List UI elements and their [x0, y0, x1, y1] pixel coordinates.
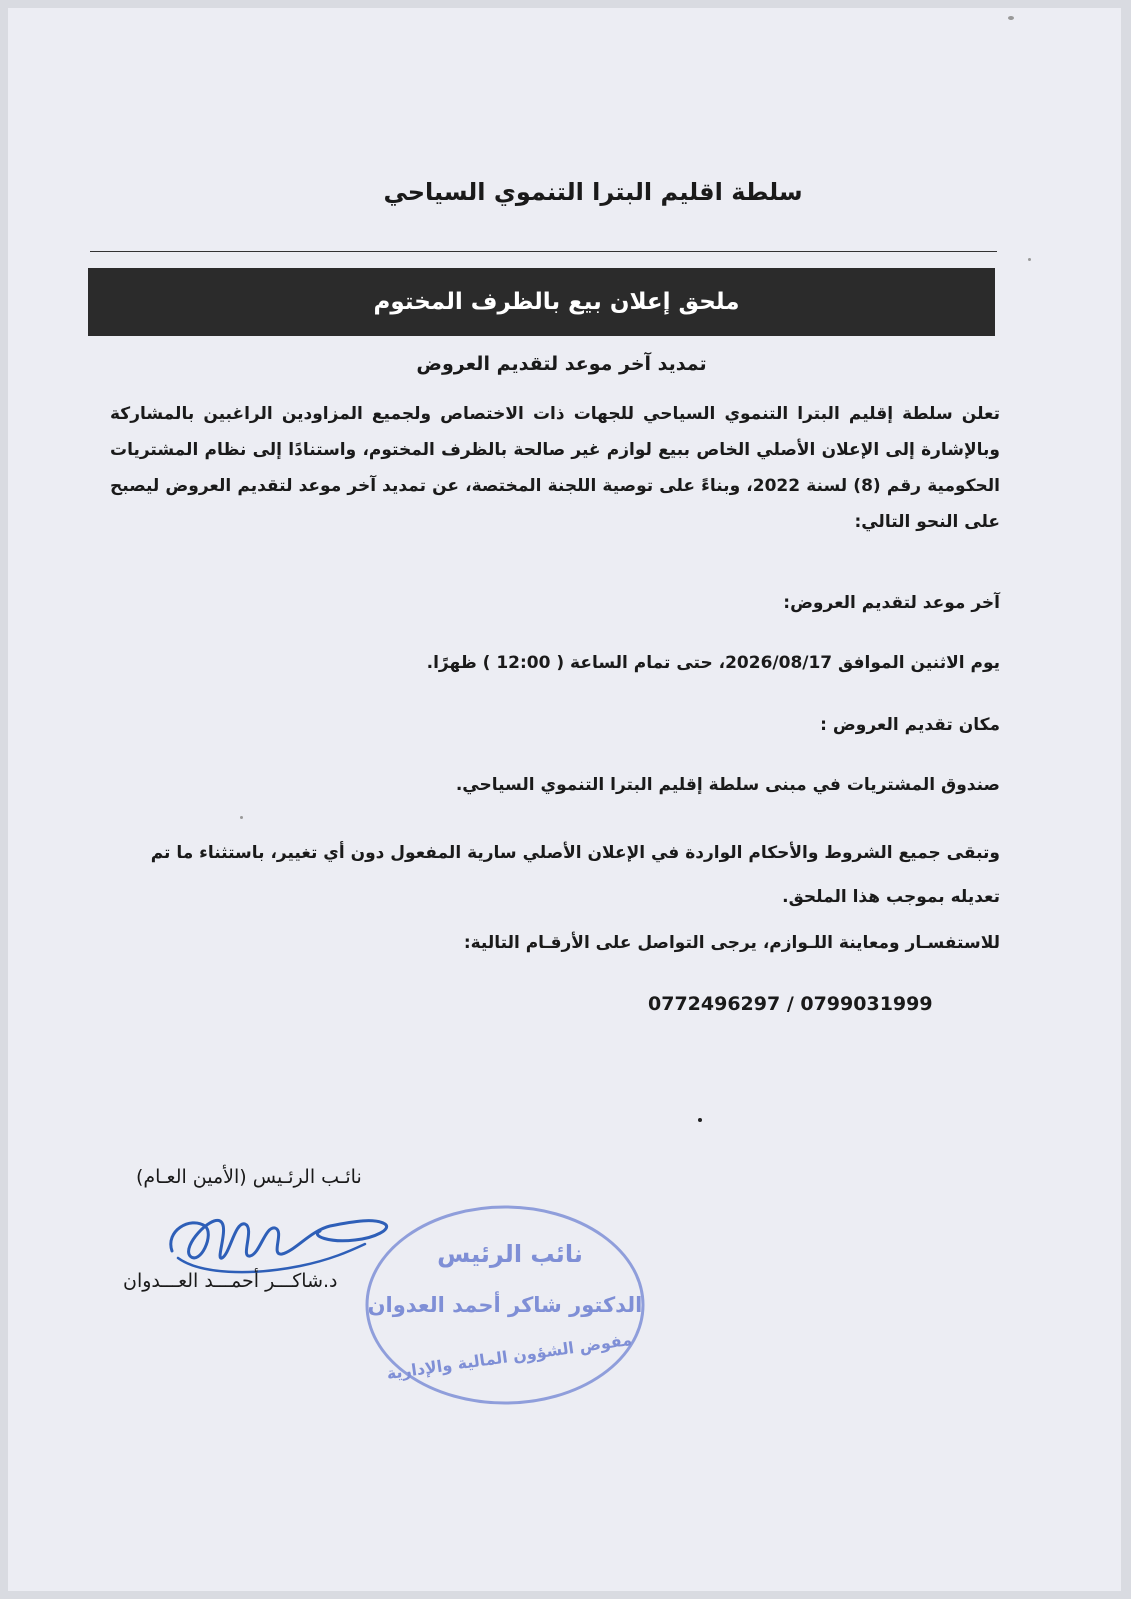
signer-title: نائـب الرئـيس (الأمين العـام) — [136, 1166, 362, 1188]
place-label: مكان تقديم العروض : — [820, 715, 1000, 735]
announcement-banner — [88, 268, 995, 336]
stamp-name: الدكتور شاكر أحمد العدوان — [367, 1293, 643, 1317]
phone-numbers: 0772496297 / 0799031999 — [648, 993, 933, 1015]
document-page — [8, 8, 1121, 1591]
official-stamp — [360, 1200, 650, 1410]
deadline-value: يوم الاثنين الموافق 2026/08/17، حتى تمام الساعة ( 12:00 ) ظهرًا. — [426, 653, 1000, 673]
scan-speck — [1028, 258, 1031, 261]
stamp-role: مفوض الشؤون المالية والإدارية — [385, 1329, 634, 1384]
place-value: صندوق المشتريات في مبنى سلطة إقليم البترا التنموي السياحي. — [455, 775, 1000, 795]
banner-title: ملحق إعلان بيع بالظرف المختوم — [373, 289, 740, 315]
scan-speck — [240, 816, 243, 819]
document-subtitle: تمديد آخر موعد لتقديم العروض — [416, 353, 707, 375]
signer-name: د.شاكـــر أحمـــد العـــدوان — [123, 1270, 338, 1292]
stamp-title: نائب الرئيس — [437, 1240, 583, 1268]
scan-speck — [1008, 16, 1014, 20]
organization-title: سلطة اقليم البترا التنموي السياحي — [383, 178, 803, 206]
conditions-paragraph: وتبقى جميع الشروط والأحكام الواردة في الإعلان الأصلي سارية المفعول دون أي تغيير، باستثناء ما تم تعديله بموجب هذا الملحق. — [150, 843, 1000, 907]
contact-label: للاستفسـار ومعاينة اللـوازم، يرجى التواصل على الأرقـام التالية: — [463, 933, 1000, 953]
header-divider — [90, 251, 997, 252]
deadline-label: آخر موعد لتقديم العروض: — [783, 593, 1000, 613]
stray-mark — [698, 1118, 702, 1122]
intro-paragraph: تعلن سلطة إقليم البترا التنموي السياحي للجهات ذات الاختصاص ولجميع المزاودين الراغبين بالمشاركة وبالإشارة إلى الإعلان الأصلي الخاص ببيع لوازم غير صالحة بالظرف المختوم، واستنادًا إلى نظام المشتريات الحكومية رقم (8) لسنة 2022، وبناءً على توصية اللجنة المختصة، عن تمديد آخر موعد لتقديم العروض ليصبح على النحو التالي: — [110, 404, 1001, 532]
